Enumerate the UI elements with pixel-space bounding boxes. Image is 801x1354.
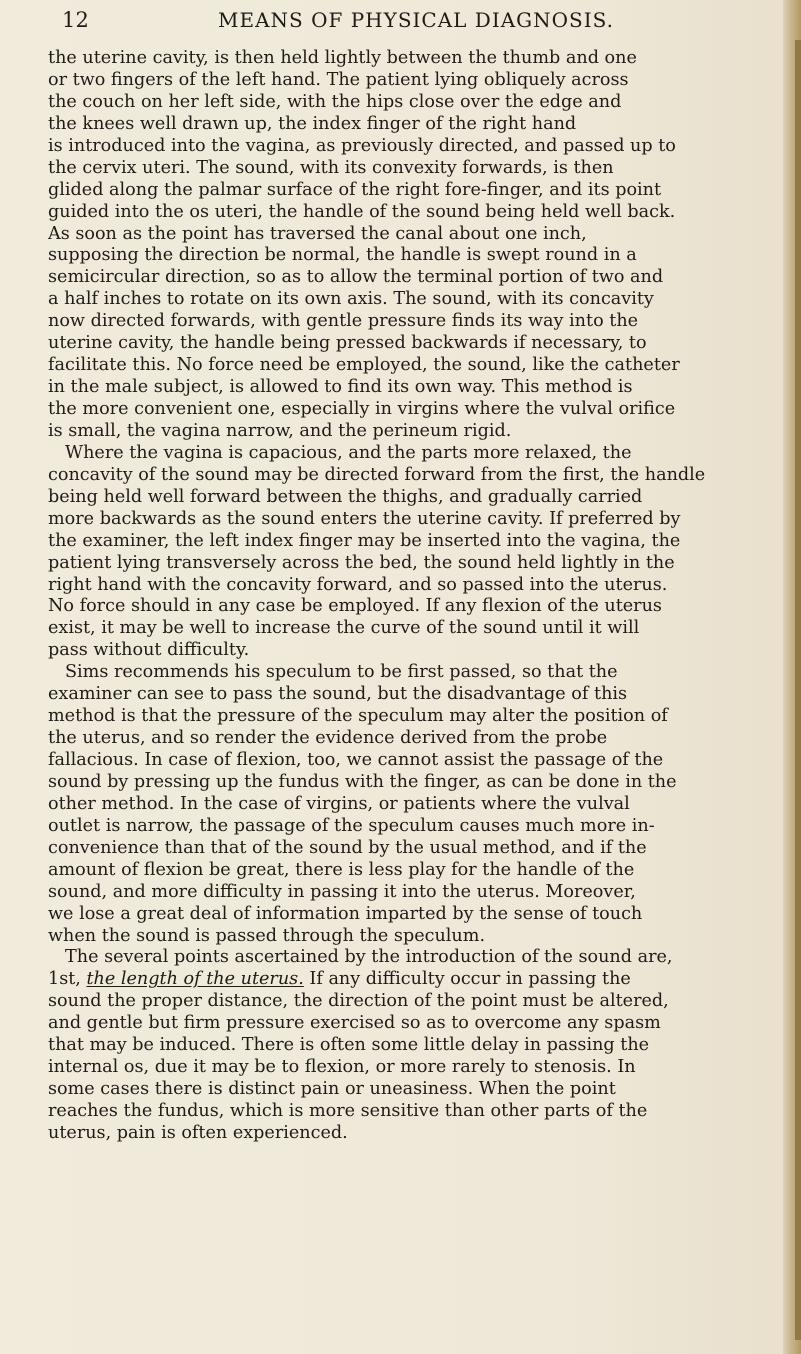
text-line: in the male subject, is allowed to find its own way. This method is — [48, 377, 633, 398]
text-line: uterine cavity, the handle being pressed backwards if necessary, to — [48, 333, 647, 354]
page-number: 12 — [62, 8, 90, 32]
text-line: now directed forwards, with gentle pressure finds its way into the — [48, 311, 639, 332]
text-line: facilitate this. No force need be employed, the sound, like the catheter — [48, 355, 680, 376]
text-line: Sims recommends his speculum to be first passed, so that the — [65, 662, 618, 683]
text-line-start: 1st, — [48, 969, 87, 990]
text-line: fallacious. In case of flexion, too, we cannot assist the passage of the — [48, 750, 664, 770]
text-line: the couch on her left side, with the hips close over the edge and — [48, 91, 622, 112]
text-line: a half inches to rotate on its own axis. The sound, with its concavity — [48, 289, 654, 310]
text-line: sound, and more difficulty in passing it into the uterus. Moreover, — [48, 881, 636, 902]
text-line: amount of flexion be great, there is less play for the handle of the — [48, 859, 635, 880]
text-line: being held well forward between the thighs, and gradually carried — [48, 486, 643, 507]
text-line: outlet is narrow, the passage of the speculum causes much more in- — [48, 815, 655, 836]
text-line: we lose a great deal of information imparted by the sense of touch — [48, 903, 643, 924]
text-line: sound the proper distance, the direction of the point must be altered, — [48, 991, 669, 1012]
page-header — [62, 8, 742, 44]
text-line: semicircular direction, so as to allow the terminal portion of two and — [48, 267, 664, 288]
text-line: or two fingers of the left hand. The patient lying obliquely across — [48, 69, 629, 90]
text-line: the cervix uteri. The sound, with its convexity forwards, is then — [48, 157, 614, 178]
text-line: Where the vagina is capacious, and the parts more relaxed, the — [65, 442, 632, 463]
text-line: supposing the direction be normal, the handle is swept round in a — [48, 245, 637, 266]
text-line: pass without difficulty. — [48, 640, 250, 661]
text-line: No force should in any case be employed. If any flexion of the uterus — [48, 596, 662, 617]
text-line: is small, the vagina narrow, and the perineum rigid. — [48, 420, 512, 441]
body-text — [48, 48, 738, 1145]
text-line: The several points ascertained by the introduction of the sound are, — [65, 947, 673, 968]
text-line: exist, it may be well to increase the curve of the sound until it will — [48, 618, 640, 639]
text-line: the more convenient one, especially in virgins where the vulval orifice — [48, 399, 676, 419]
text-line: the uterus, and so render the evidence derived from the probe — [48, 728, 608, 749]
running-head: MEANS OF PHYSICAL DIAGNOSIS. — [218, 8, 614, 32]
text-line: examiner can see to pass the sound, but the disadvantage of this — [48, 684, 628, 705]
text-line: convenience than that of the sound by the usual method, and if the — [48, 837, 647, 858]
text-line — [48, 969, 738, 991]
text-line: the examiner, the left index finger may be inserted into the vagina, the — [48, 530, 681, 551]
text-line: reaches the fundus, which is more sensitive than other parts of the — [48, 1101, 648, 1121]
italic-term: the length of the uterus. — [86, 969, 304, 990]
text-line: more backwards as the sound enters the uterine cavity. If preferred by — [48, 508, 681, 529]
text-line: glided along the palmar surface of the right fore-finger, and its point — [48, 179, 662, 200]
text-line: when the sound is passed through the speculum. — [48, 925, 486, 946]
page-binding-edge — [795, 40, 801, 1340]
text-line: right hand with the concavity forward, and so passed into the uterus. — [48, 574, 668, 595]
text-line: sound by pressing up the fundus with the finger, as can be done in the — [48, 771, 677, 792]
text-line: the uterine cavity, is then held lightly between the thumb and one — [48, 48, 637, 68]
text-line: patient lying transversely across the bed, the sound held lightly in the — [48, 552, 675, 573]
text-line: uterus, pain is often experienced. — [48, 1122, 348, 1143]
text-line: other method. In the case of virgins, or patients where the vulval — [48, 793, 630, 814]
text-line: the knees well drawn up, the index finger of the right hand — [48, 113, 577, 134]
text-line: method is that the pressure of the speculum may alter the position of — [48, 706, 668, 727]
text-line-rest: If any difficulty occur in passing the — [303, 969, 631, 990]
text-line: and gentle but firm pressure exercised so as to overcome any spasm — [48, 1013, 661, 1034]
text-line: guided into the os uteri, the handle of the sound being held well back. — [48, 201, 676, 222]
text-line: is introduced into the vagina, as previously directed, and passed up to — [48, 135, 676, 156]
text-line: internal os, due it may be to flexion, or more rarely to stenosis. In — [48, 1057, 636, 1078]
text-line: some cases there is distinct pain or uneasiness. When the point — [48, 1079, 616, 1100]
text-line: that may be induced. There is often some little delay in passing the — [48, 1035, 650, 1056]
text-line: concavity of the sound may be directed forward from the first, the handle — [48, 464, 706, 485]
text-line: As soon as the point has traversed the canal about one inch, — [48, 223, 587, 244]
